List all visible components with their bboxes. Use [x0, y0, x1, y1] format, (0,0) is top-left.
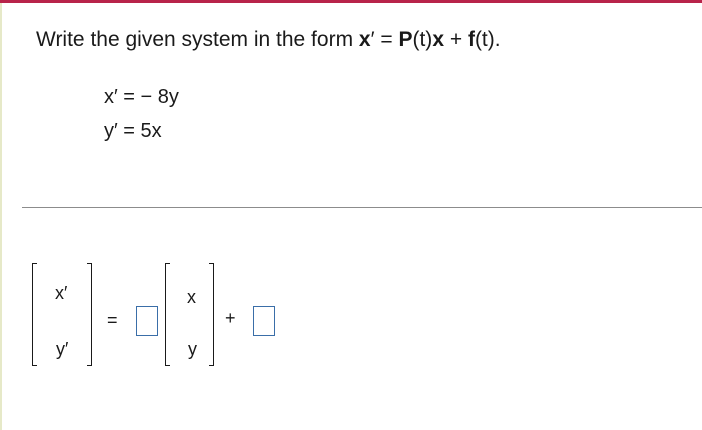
- system-equation-2: y′ = 5x: [104, 120, 162, 142]
- lhs-vector-bottom: y′: [56, 339, 69, 359]
- rhs-vector-top: x: [187, 287, 196, 307]
- equals-sign: =: [107, 310, 118, 330]
- question-instruction: Write the given system in the form x′ = P(t)x + f(t).: [36, 28, 501, 51]
- rhs-vector-left-bracket: [165, 263, 170, 366]
- lhs-vector-left-bracket: [32, 263, 37, 366]
- left-edge-strip: [0, 3, 2, 430]
- rhs-vector-bottom: y: [188, 339, 197, 359]
- section-divider: [22, 207, 702, 208]
- matrix-p-input[interactable]: [136, 306, 158, 336]
- top-accent-bar: [0, 0, 702, 3]
- system-equation-1: x′ = − 8y: [104, 86, 179, 108]
- rhs-vector-right-bracket: [209, 263, 214, 366]
- lhs-vector-right-bracket: [87, 263, 92, 366]
- vector-f-input[interactable]: [253, 306, 275, 336]
- plus-sign: +: [225, 308, 236, 328]
- lhs-vector-top: x′: [55, 283, 68, 303]
